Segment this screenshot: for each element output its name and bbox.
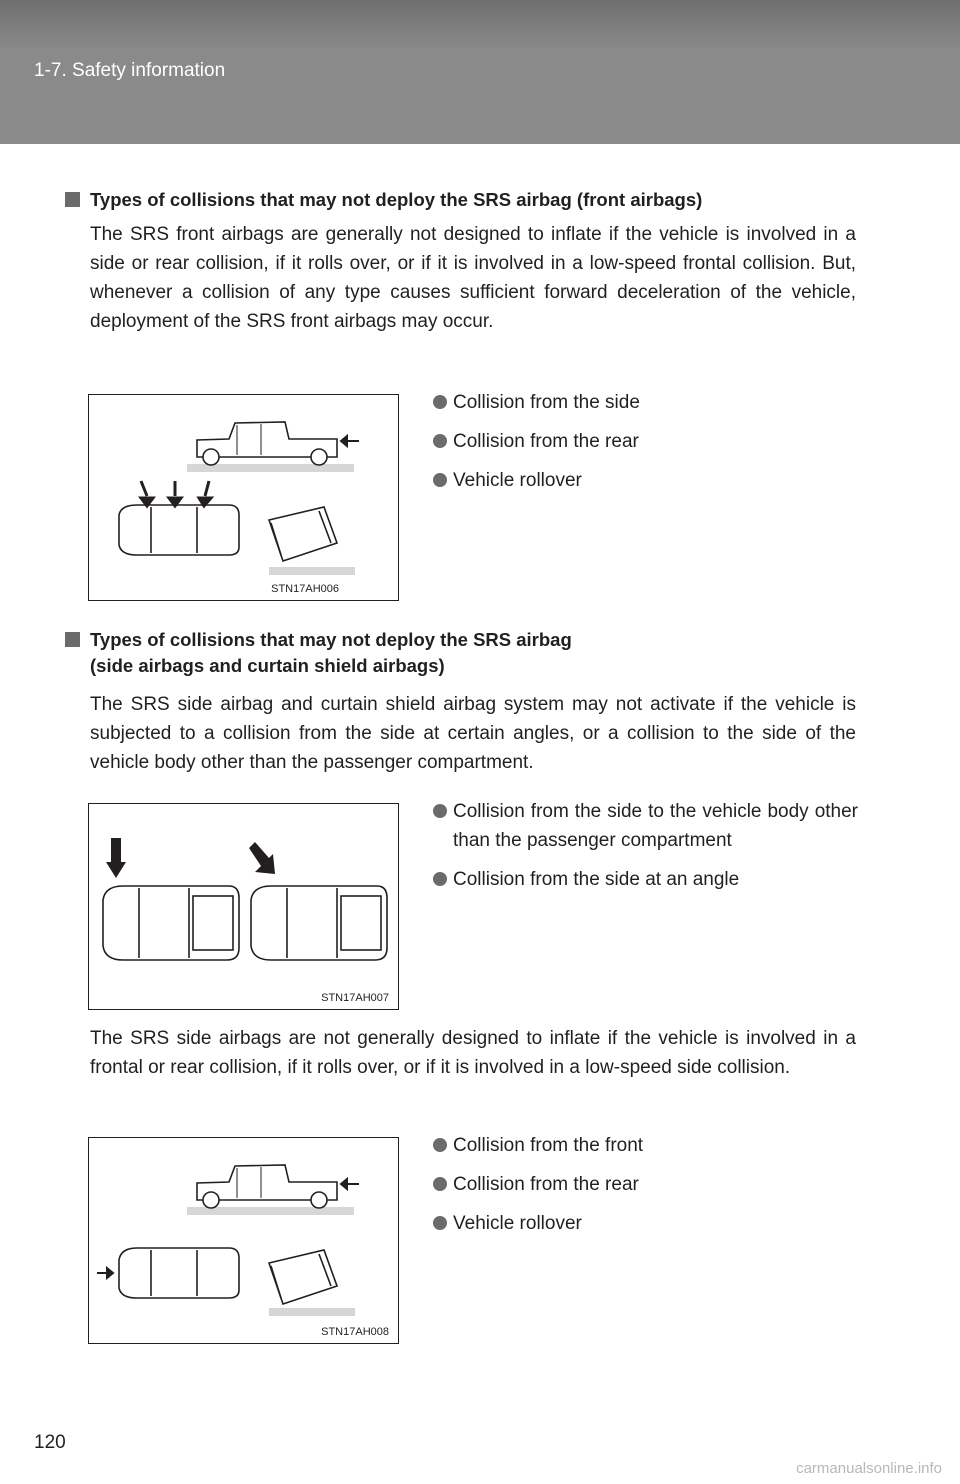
vehicle-collision-illustration	[89, 804, 398, 1009]
vehicle-collision-illustration	[89, 1138, 398, 1343]
list-item: Collision from the front	[433, 1131, 858, 1160]
circle-bullet-icon	[433, 1177, 447, 1191]
section1-heading: Types of collisions that may not deploy the SRS airbag (front airbags)	[90, 187, 702, 213]
circle-bullet-icon	[433, 804, 447, 818]
list-item: Collision from the side at an angle	[433, 865, 858, 894]
list-item: Collision from the side	[433, 388, 858, 417]
circle-bullet-icon	[433, 395, 447, 409]
section1-paragraph: The SRS front airbags are generally not designed to inflate if the vehicle is involved in a side or rear collision, if it rolls over, or if it is involved in a low-speed frontal collision. But, whenever a collision of any type causes sufficient forward deceleration of the vehicle, deployment of the SRS front airbags may occur.	[90, 224, 856, 332]
figure-front-rear-rollover-collisions	[88, 1137, 399, 1344]
section1-bullet-list	[433, 388, 858, 505]
figure-code: STN17AH007	[321, 992, 389, 1004]
vehicle-collision-illustration	[89, 395, 398, 600]
square-bullet-icon	[65, 632, 80, 647]
circle-bullet-icon	[433, 473, 447, 487]
list-item: Vehicle rollover	[433, 466, 858, 495]
figure-code: STN17AH008	[321, 1326, 389, 1338]
circle-bullet-icon	[433, 872, 447, 886]
figure-side-airbag-collisions	[88, 803, 399, 1010]
list-item: Collision from the rear	[433, 1170, 858, 1199]
list-item: Collision from the rear	[433, 427, 858, 456]
section2-bullet-list	[433, 797, 858, 904]
page-number: 120	[34, 1432, 66, 1453]
figure-code: STN17AH006	[271, 583, 339, 595]
list-item: Vehicle rollover	[433, 1209, 858, 1238]
list-item: Collision from the side to the vehicle body other than the passenger compartment	[433, 797, 858, 855]
watermark: carmanualsonline.info	[796, 1460, 942, 1477]
page-header	[0, 0, 960, 144]
section3-paragraph: The SRS side airbags are not generally designed to inflate if the vehicle is involved in a frontal or rear collision, if it rolls over, or if it is involved in a low-speed side collision.	[90, 1028, 856, 1078]
section-title: 1-7. Safety information	[34, 60, 226, 81]
section2-paragraph: The SRS side airbag and curtain shield airbag system may not activate if the vehicle is subjected to a collision from the side at certain angles, or a collision to the side of the vehicle body other than the passenger compartment.	[90, 694, 856, 773]
figure-front-airbag-collisions	[88, 394, 399, 601]
circle-bullet-icon	[433, 434, 447, 448]
circle-bullet-icon	[433, 1216, 447, 1230]
circle-bullet-icon	[433, 1138, 447, 1152]
square-bullet-icon	[65, 192, 80, 207]
section2-heading: Types of collisions that may not deploy the SRS airbag (side airbags and curtain shield airbags)	[90, 627, 572, 679]
section3-bullet-list	[433, 1131, 858, 1248]
